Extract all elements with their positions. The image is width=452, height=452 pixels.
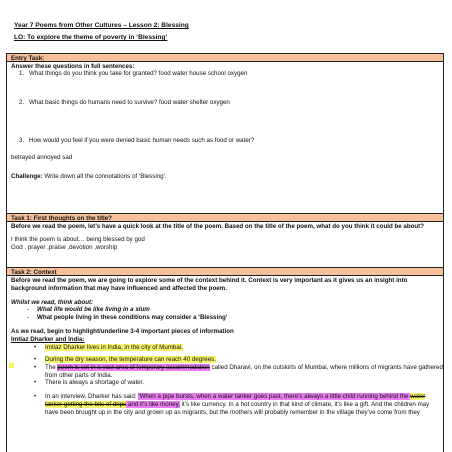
context-subheading: Imtiaz Dharker and India:	[11, 335, 85, 343]
context-bullet: • There is always a shortage of water.	[34, 379, 145, 387]
task1-answer-line2: God , prayer ,praise ,devotion ,worship	[11, 243, 118, 251]
entry-instruction: Answer these questions in full sentences:	[11, 63, 135, 70]
task2-section	[7, 267, 443, 416]
think-item: - What life would be like living in a slum	[27, 306, 150, 314]
task1-instruction: Before we read the poem, let’s have a quick look at the title of the poem. Based on the title of the poem, what do you think it could be about?	[11, 223, 425, 230]
context-bullet: • In an interview, Dharker has said: ‘When a pipe bursts, when a water tanker goes past, there’s always a little child running behind the water tanker getting the bits of drips and it’s like money, it’s like currency. In a hot country in that kind of climate, it’s like a gift. And the children may have been brought up in the city and grown up as migrants, but the mothers will probably remember in the village they’ve come from they	[34, 393, 430, 416]
question-item: 1. What things do you think you take for granted? food water house school oxygen	[19, 70, 248, 77]
question-item: 2. What basic things do humans need to survive? food water shelter oxygen	[19, 99, 230, 106]
challenge: Challenge: Write down all the connotations of ‘Blessing’.	[11, 173, 167, 180]
page-title: Year 7 Poems from Other Cultures – Lesson 2: Blessing	[14, 22, 189, 29]
task-table	[6, 53, 444, 452]
context-bullet: • The poem is set in a vast area of temporary accommodation called Dharavi, on the outskirts of Mumbai, where millions of migrants have gathered from other parts of India.	[34, 363, 443, 379]
whilst-heading: Whilst we read, think about:	[11, 298, 94, 306]
task1-header: Task 1: First thoughts on the title?	[7, 214, 443, 222]
learning-objective: LO: To explore the theme of poverty in ‘Blessing’	[14, 34, 168, 41]
task1-section	[7, 213, 443, 251]
task2-header: Task 2: Context	[7, 268, 443, 276]
question-item: 3. How would you feel if you were denied basic human needs such as food or water?	[19, 137, 255, 144]
highlight-instruction: As we read, begin to highlight/underline 3-4 important pieces of information	[11, 327, 234, 335]
highlight-marker	[9, 363, 14, 368]
context-bullet: • During the dry season, the temperature can reach 40 degrees.	[34, 356, 216, 363]
task1-answer-line1: I think the poem is about… being blessed by god	[11, 235, 145, 243]
think-item: - What people living in these conditions may consider a ‘Blessing’	[27, 314, 228, 321]
answer-three: betrayed annoyed sad	[11, 154, 73, 161]
entry-questions	[7, 70, 443, 78]
context-bullet: • Imtiaz Dharker lives in India, in the city of Mumbai.	[34, 344, 183, 352]
entry-task-header: Entry Task:	[7, 54, 443, 62]
task2-intro: Before we read the poem, we are going to explore some of the context behind it. Context is very important as it gives us an insight into background information that may have influenced and affected the poem.	[11, 277, 408, 292]
